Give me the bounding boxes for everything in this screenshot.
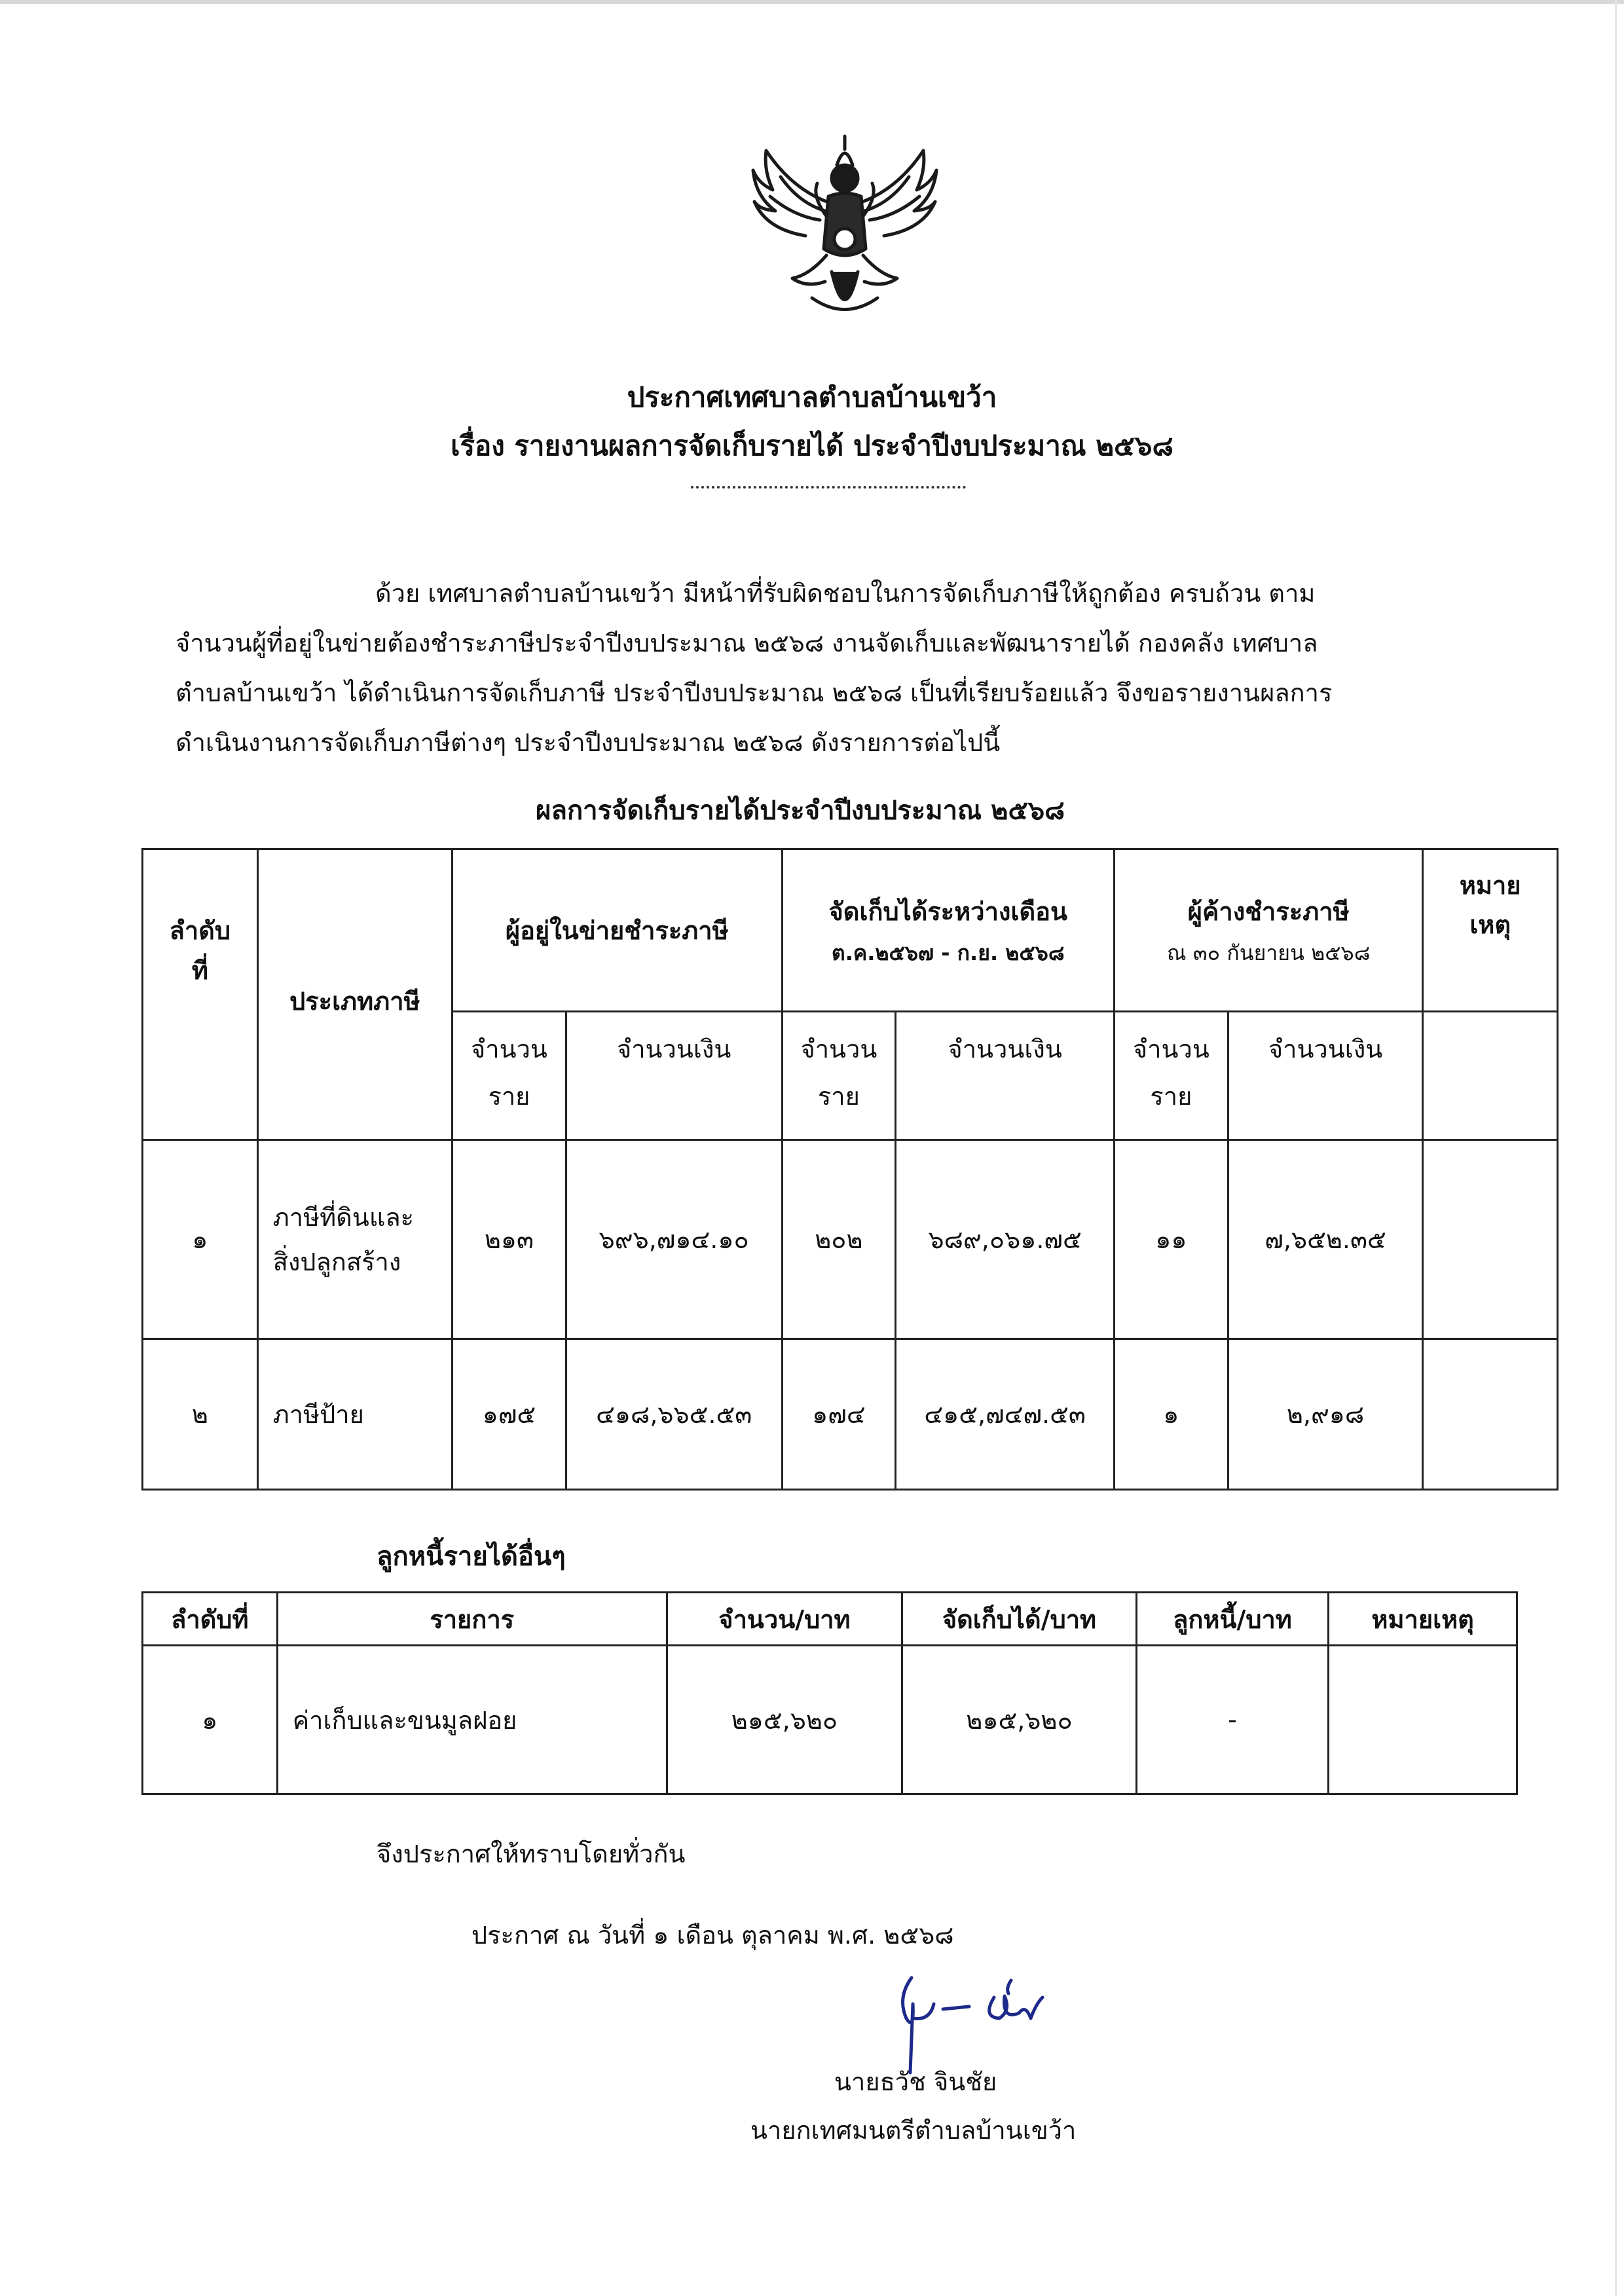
table1-heading: ผลการจัดเก็บรายได้ประจำปีงบประมาณ ๒๕๖๘ [536,796,1065,826]
tax-collection-table [141,848,1559,1491]
dotted-divider [691,486,966,489]
header-cell-outstanding: ผู้ค้างชำระภาษี ณ ๓๐ กันยายน ๒๕๖๘ [1114,849,1422,1012]
cell-outstanding-amount: ๗,๖๕๒.๓๕ [1228,1140,1423,1339]
header-cell-remark: หมายเหตุ [1329,1593,1517,1646]
header-cell-payers: ผู้อยู่ในข่ายชำระภาษี [452,849,782,1012]
header-cell-type: ประเภทภาษี [257,849,452,1140]
cell-type: ภาษีที่ดินและ สิ่งปลูกสร้าง [257,1140,452,1339]
cell-collected-amount: ๔๑๕,๗๔๗.๕๓ [896,1339,1115,1490]
subheader-amount: จำนวนเงิน [566,1012,782,1140]
scan-edge-right [1615,0,1617,2296]
signature-icon [871,1958,1094,2076]
signer-name: นายธวัช จินชัย [834,2067,997,2096]
announcement-date: ประกาศ ณ วันที่ ๑ เดือน ตุลาคม พ.ศ. ๒๕๖๘ [471,1921,954,1950]
cell-collected-count: ๑๗๔ [782,1339,896,1490]
cell-payers-amount: ๖๙๖,๗๑๔.๑๐ [566,1140,782,1339]
header-cell-collected: จัดเก็บได้ระหว่างเดือน ต.ค.๒๕๖๗ - ก.ย. ๒๕๖๘ [782,849,1114,1012]
header-cell-item: รายการ [277,1593,667,1646]
other-revenue-table [141,1591,1518,1795]
cell-payers-amount: ๔๑๘,๖๖๕.๕๓ [566,1339,782,1490]
cell-no: ๑ [143,1140,258,1339]
header-cell-debtor: ลูกหนี้/บาท [1136,1593,1328,1646]
cell-remark [1329,1646,1517,1794]
closing-notice: จึงประกาศให้ทราบโดยทั่วกัน [377,1840,686,1868]
header-cell-no: ลำดับ ที่ [143,849,258,1140]
scan-edge-top [0,0,1624,4]
cell-collected-amount: ๖๘๙,๐๖๑.๗๕ [896,1140,1115,1339]
header-cell-collected: จัดเก็บได้/บาท [902,1593,1137,1646]
announcement-title: ประกาศเทศบาลตำบลบ้านเขว้า [627,381,997,413]
cell-outstanding-count: ๑๑ [1114,1140,1228,1339]
cell-outstanding-count: ๑ [1114,1339,1228,1490]
header-cell-remark: หมาย เหตุ [1423,849,1558,1012]
subheader-remark [1423,1012,1558,1140]
paragraph-line: จำนวนผู้ที่อยู่ในข่ายต้องชำระภาษีประจำปีงบประมาณ ๒๕๖๘ งานจัดเก็บและพัฒนารายได้ กองคลัง เทศบาล [175,629,1318,657]
garuda-emblem-icon [747,124,943,334]
cell-item: ค่าเก็บและขนมูลฝอย [277,1646,667,1794]
table-row [143,1339,1558,1490]
paragraph-line: ตำบลบ้านเขว้า ได้ดำเนินการจัดเก็บภาษี ประจำปีงบประมาณ ๒๕๖๘ เป็นที่เรียบร้อยแล้ว จึงขอรายงานผลการ [175,678,1333,707]
cell-amount: ๒๑๕,๖๒๐ [667,1646,902,1794]
table-row [143,1140,1558,1339]
cell-payers-count: ๑๗๕ [452,1339,566,1490]
subheader-count: จำนวน ราย [452,1012,566,1140]
cell-no: ๒ [143,1339,258,1490]
intro-paragraph [175,568,1439,768]
subheader-amount: จำนวนเงิน [896,1012,1115,1140]
cell-outstanding-amount: ๒,๙๑๘ [1228,1339,1423,1490]
subheader-amount: จำนวนเงิน [1228,1012,1423,1140]
cell-no: ๑ [143,1646,278,1794]
paragraph-line: ดำเนินงานการจัดเก็บภาษีต่างๆ ประจำปีงบประมาณ ๒๕๖๘ ดังรายการต่อไปนี้ [175,728,1001,757]
cell-type: ภาษีป้าย [257,1339,452,1490]
cell-remark [1423,1339,1558,1490]
cell-collected: ๒๑๕,๖๒๐ [902,1646,1137,1794]
announcement-subject: เรื่อง รายงานผลการจัดเก็บรายได้ ประจำปีงบประมาณ ๒๕๖๘ [451,430,1173,462]
cell-collected-count: ๒๐๒ [782,1140,896,1339]
table2-heading: ลูกหนี้รายได้อื่นๆ [377,1542,566,1572]
paragraph-line: ด้วย เทศบาลตำบลบ้านเขว้า มีหน้าที่รับผิดชอบในการจัดเก็บภาษีให้ถูกต้อง ครบถ้วน ตาม [375,579,1316,608]
header-cell-no: ลำดับที่ [143,1593,278,1646]
subheader-count: จำนวน ราย [1114,1012,1228,1140]
subheader-count: จำนวน ราย [782,1012,896,1140]
cell-remark [1423,1140,1558,1339]
signer-title: นายกเทศมนตรีตำบลบ้านเขว้า [750,2116,1077,2145]
cell-debtor: - [1136,1646,1328,1794]
cell-payers-count: ๒๑๓ [452,1140,566,1339]
table-row [143,1646,1517,1794]
header-cell-amount: จำนวน/บาท [667,1593,902,1646]
